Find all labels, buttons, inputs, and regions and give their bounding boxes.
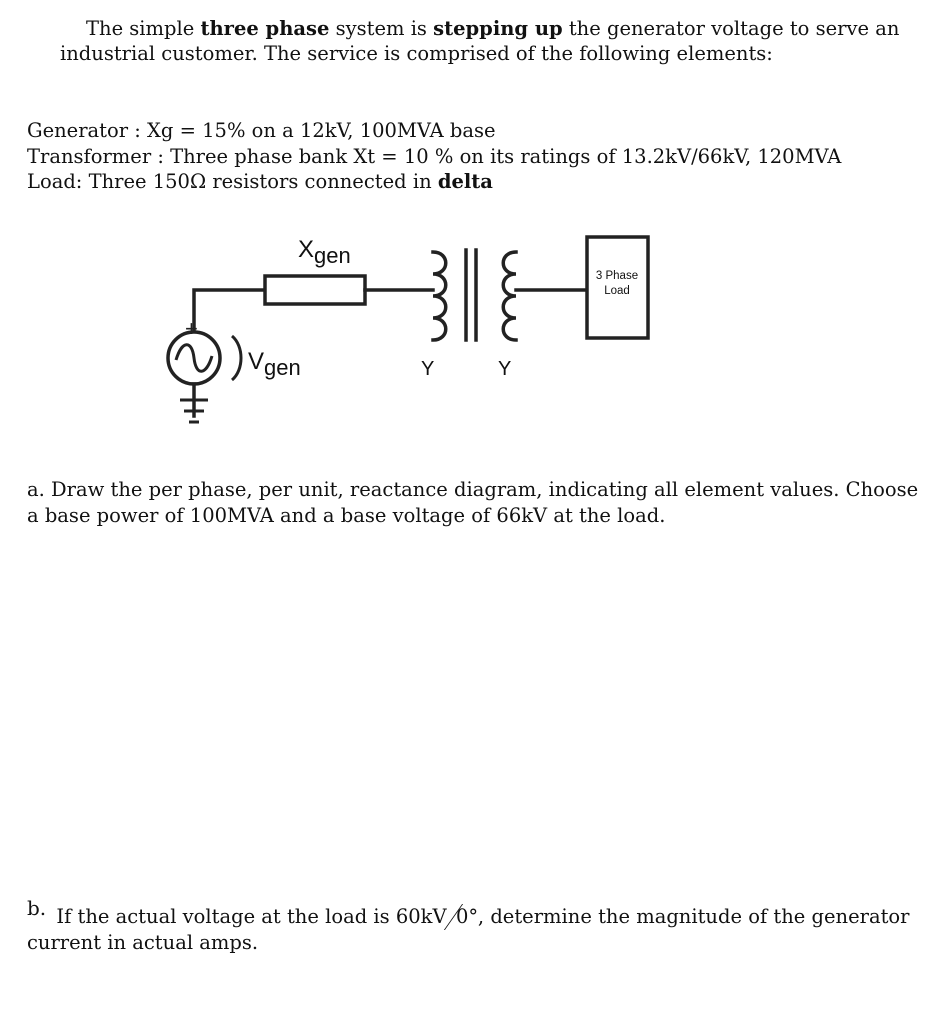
transformer-spec: Transformer : Three phase bank Xt = 10 % on its ratings of 13.2kV/66kV, 120MVA — [27, 144, 842, 168]
xgen-resistor — [265, 276, 365, 304]
vgen-sub: gen — [264, 355, 301, 380]
angle-value: 0° — [455, 905, 478, 928]
element-list — [27, 118, 927, 195]
load-label-line2: Load — [604, 285, 630, 297]
question-b-text-1: If the actual voltage at the load is 60kV — [56, 905, 453, 928]
load-spec-delta: delta — [437, 170, 493, 193]
intro-text-2: system is — [329, 17, 434, 40]
intro-paragraph — [60, 16, 940, 66]
question-b-text-2: , determine the magnitude of the generator current in actual amps. — [27, 905, 910, 954]
intro-bold-three-phase: three phase — [200, 17, 330, 40]
transformer-primary-coil-icon — [433, 252, 446, 340]
load-spec-text: Load: Three 150Ω resistors connected in — [27, 170, 438, 193]
generator-wire — [194, 290, 265, 333]
vgen-main: V — [248, 348, 265, 375]
plus-sign: + — [185, 316, 198, 341]
load-spec — [27, 169, 927, 195]
question-b-label: b. — [27, 896, 47, 920]
intro-text-3: the generator voltage to serve an industrial customer. The service is comprised of the following elements: — [60, 17, 900, 65]
xgen-sub: gen — [314, 243, 351, 268]
y-right-label: Y — [498, 358, 512, 380]
circuit-diagram — [0, 220, 700, 440]
y-left-label: Y — [421, 358, 435, 380]
vgen-bracket — [232, 336, 241, 380]
xgen-label — [298, 236, 351, 268]
transformer-secondary-coil-icon — [503, 252, 516, 340]
load-label-line1: 3 Phase — [595, 270, 639, 282]
intro-text-1: The simple — [86, 17, 201, 40]
question-a: a. Draw the per phase, per unit, reactance diagram, indicating all element values. Choose a base power of 100MVA and a base voltage of 66kV at the load. — [27, 478, 919, 527]
intro-bold-stepping-up: stepping up — [433, 17, 563, 40]
vgen-label — [248, 348, 301, 380]
xgen-main: X — [298, 236, 315, 263]
question-b — [27, 896, 932, 956]
generator-spec: Generator : Xg = 15% on a 12kV, 100MVA base — [27, 119, 496, 142]
